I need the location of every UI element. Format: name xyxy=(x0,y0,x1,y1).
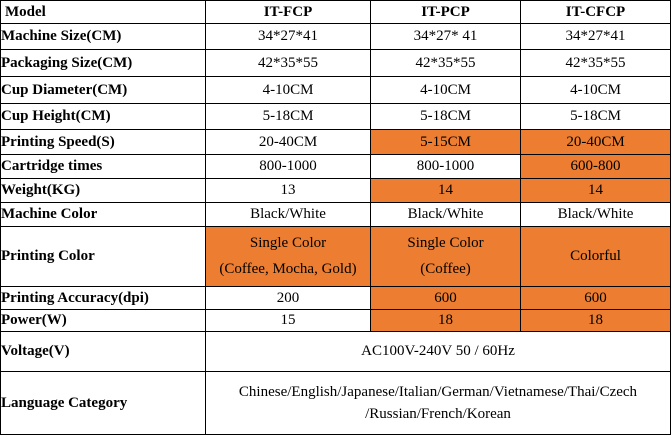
cell: 34*27*41 xyxy=(206,24,371,50)
cell: 42*35*55 xyxy=(371,50,521,77)
row-power xyxy=(1,310,671,332)
row-machine-size xyxy=(1,24,671,50)
cell: 15 xyxy=(206,310,371,332)
row-label: Packaging Size(CM) xyxy=(1,50,206,77)
cell-line: Chinese/English/Japanese/Italian/German/Vietnamese/Thai/Czech xyxy=(238,384,638,400)
cell: 4-10CM xyxy=(206,77,371,104)
row-label: Cup Diameter(CM) xyxy=(1,77,206,104)
cell: 13 xyxy=(206,179,371,203)
row-machine-color xyxy=(1,203,671,227)
row-label: Machine Size(CM) xyxy=(1,24,206,50)
cell-highlighted: Colorful xyxy=(521,227,671,287)
cell-highlighted: 20-40CM xyxy=(521,130,671,155)
cell: 42*35*55 xyxy=(521,50,671,77)
row-packaging-size xyxy=(1,50,671,77)
row-cup-diameter xyxy=(1,77,671,104)
cell: 42*35*55 xyxy=(206,50,371,77)
row-cartridge-times xyxy=(1,155,671,179)
cell: 34*27*41 xyxy=(521,24,671,50)
cell-line: (Coffee) xyxy=(420,261,471,277)
row-printing-speed xyxy=(1,130,671,155)
row-label: Power(W) xyxy=(1,310,206,332)
cell: Black/White xyxy=(371,203,521,227)
header-model-2: IT-PCP xyxy=(371,1,521,24)
cell-merged: AC100V-240V 50 / 60Hz xyxy=(206,332,671,372)
row-label: Voltage(V) xyxy=(1,332,206,372)
cell: 800-1000 xyxy=(371,155,521,179)
row-label: Machine Color xyxy=(1,203,206,227)
cell: 4-10CM xyxy=(371,77,521,104)
cell: 4-10CM xyxy=(521,77,671,104)
row-label: Printing Accuracy(dpi) xyxy=(1,287,206,310)
cell: 20-40CM xyxy=(206,130,371,155)
cell-highlighted: 600 xyxy=(521,287,671,310)
cell-highlighted: 14 xyxy=(371,179,521,203)
row-weight xyxy=(1,179,671,203)
row-label: Language Category xyxy=(1,372,206,435)
cell: 5-18CM xyxy=(206,104,371,130)
cell-highlighted: 18 xyxy=(371,310,521,332)
row-label: Weight(KG) xyxy=(1,179,206,203)
row-language-category xyxy=(1,372,671,435)
cell-highlighted: 14 xyxy=(521,179,671,203)
row-voltage xyxy=(1,332,671,372)
header-model-3: IT-CFCP xyxy=(521,1,671,24)
header-row xyxy=(1,1,671,24)
cell-highlighted xyxy=(206,227,371,287)
cell-highlighted: 600 xyxy=(371,287,521,310)
row-label: Cup Height(CM) xyxy=(1,104,206,130)
cell-line: /Russian/French/Korean xyxy=(365,406,511,422)
cell: Black/White xyxy=(206,203,371,227)
row-printing-color xyxy=(1,227,671,287)
cell: 5-18CM xyxy=(371,104,521,130)
row-label: Printing Color xyxy=(1,227,206,287)
row-label: Cartridge times xyxy=(1,155,206,179)
cell-highlighted: 600-800 xyxy=(521,155,671,179)
header-model-label: Model xyxy=(1,1,206,24)
cell: 200 xyxy=(206,287,371,310)
row-label: Printing Speed(S) xyxy=(1,130,206,155)
cell-line: Single Color xyxy=(249,235,327,251)
cell: Black/White xyxy=(521,203,671,227)
cell-highlighted: 5-15CM xyxy=(371,130,521,155)
cell: 5-18CM xyxy=(521,104,671,130)
cell-line: (Coffee, Mocha, Gold) xyxy=(219,261,357,277)
cell: 800-1000 xyxy=(206,155,371,179)
cell: 34*27* 41 xyxy=(371,24,521,50)
cell-highlighted xyxy=(371,227,521,287)
cell-line: Single Color xyxy=(407,235,484,251)
row-cup-height xyxy=(1,104,671,130)
header-model-1: IT-FCP xyxy=(206,1,371,24)
row-printing-accuracy xyxy=(1,287,671,310)
cell-merged xyxy=(206,372,671,435)
cell-highlighted: 18 xyxy=(521,310,671,332)
